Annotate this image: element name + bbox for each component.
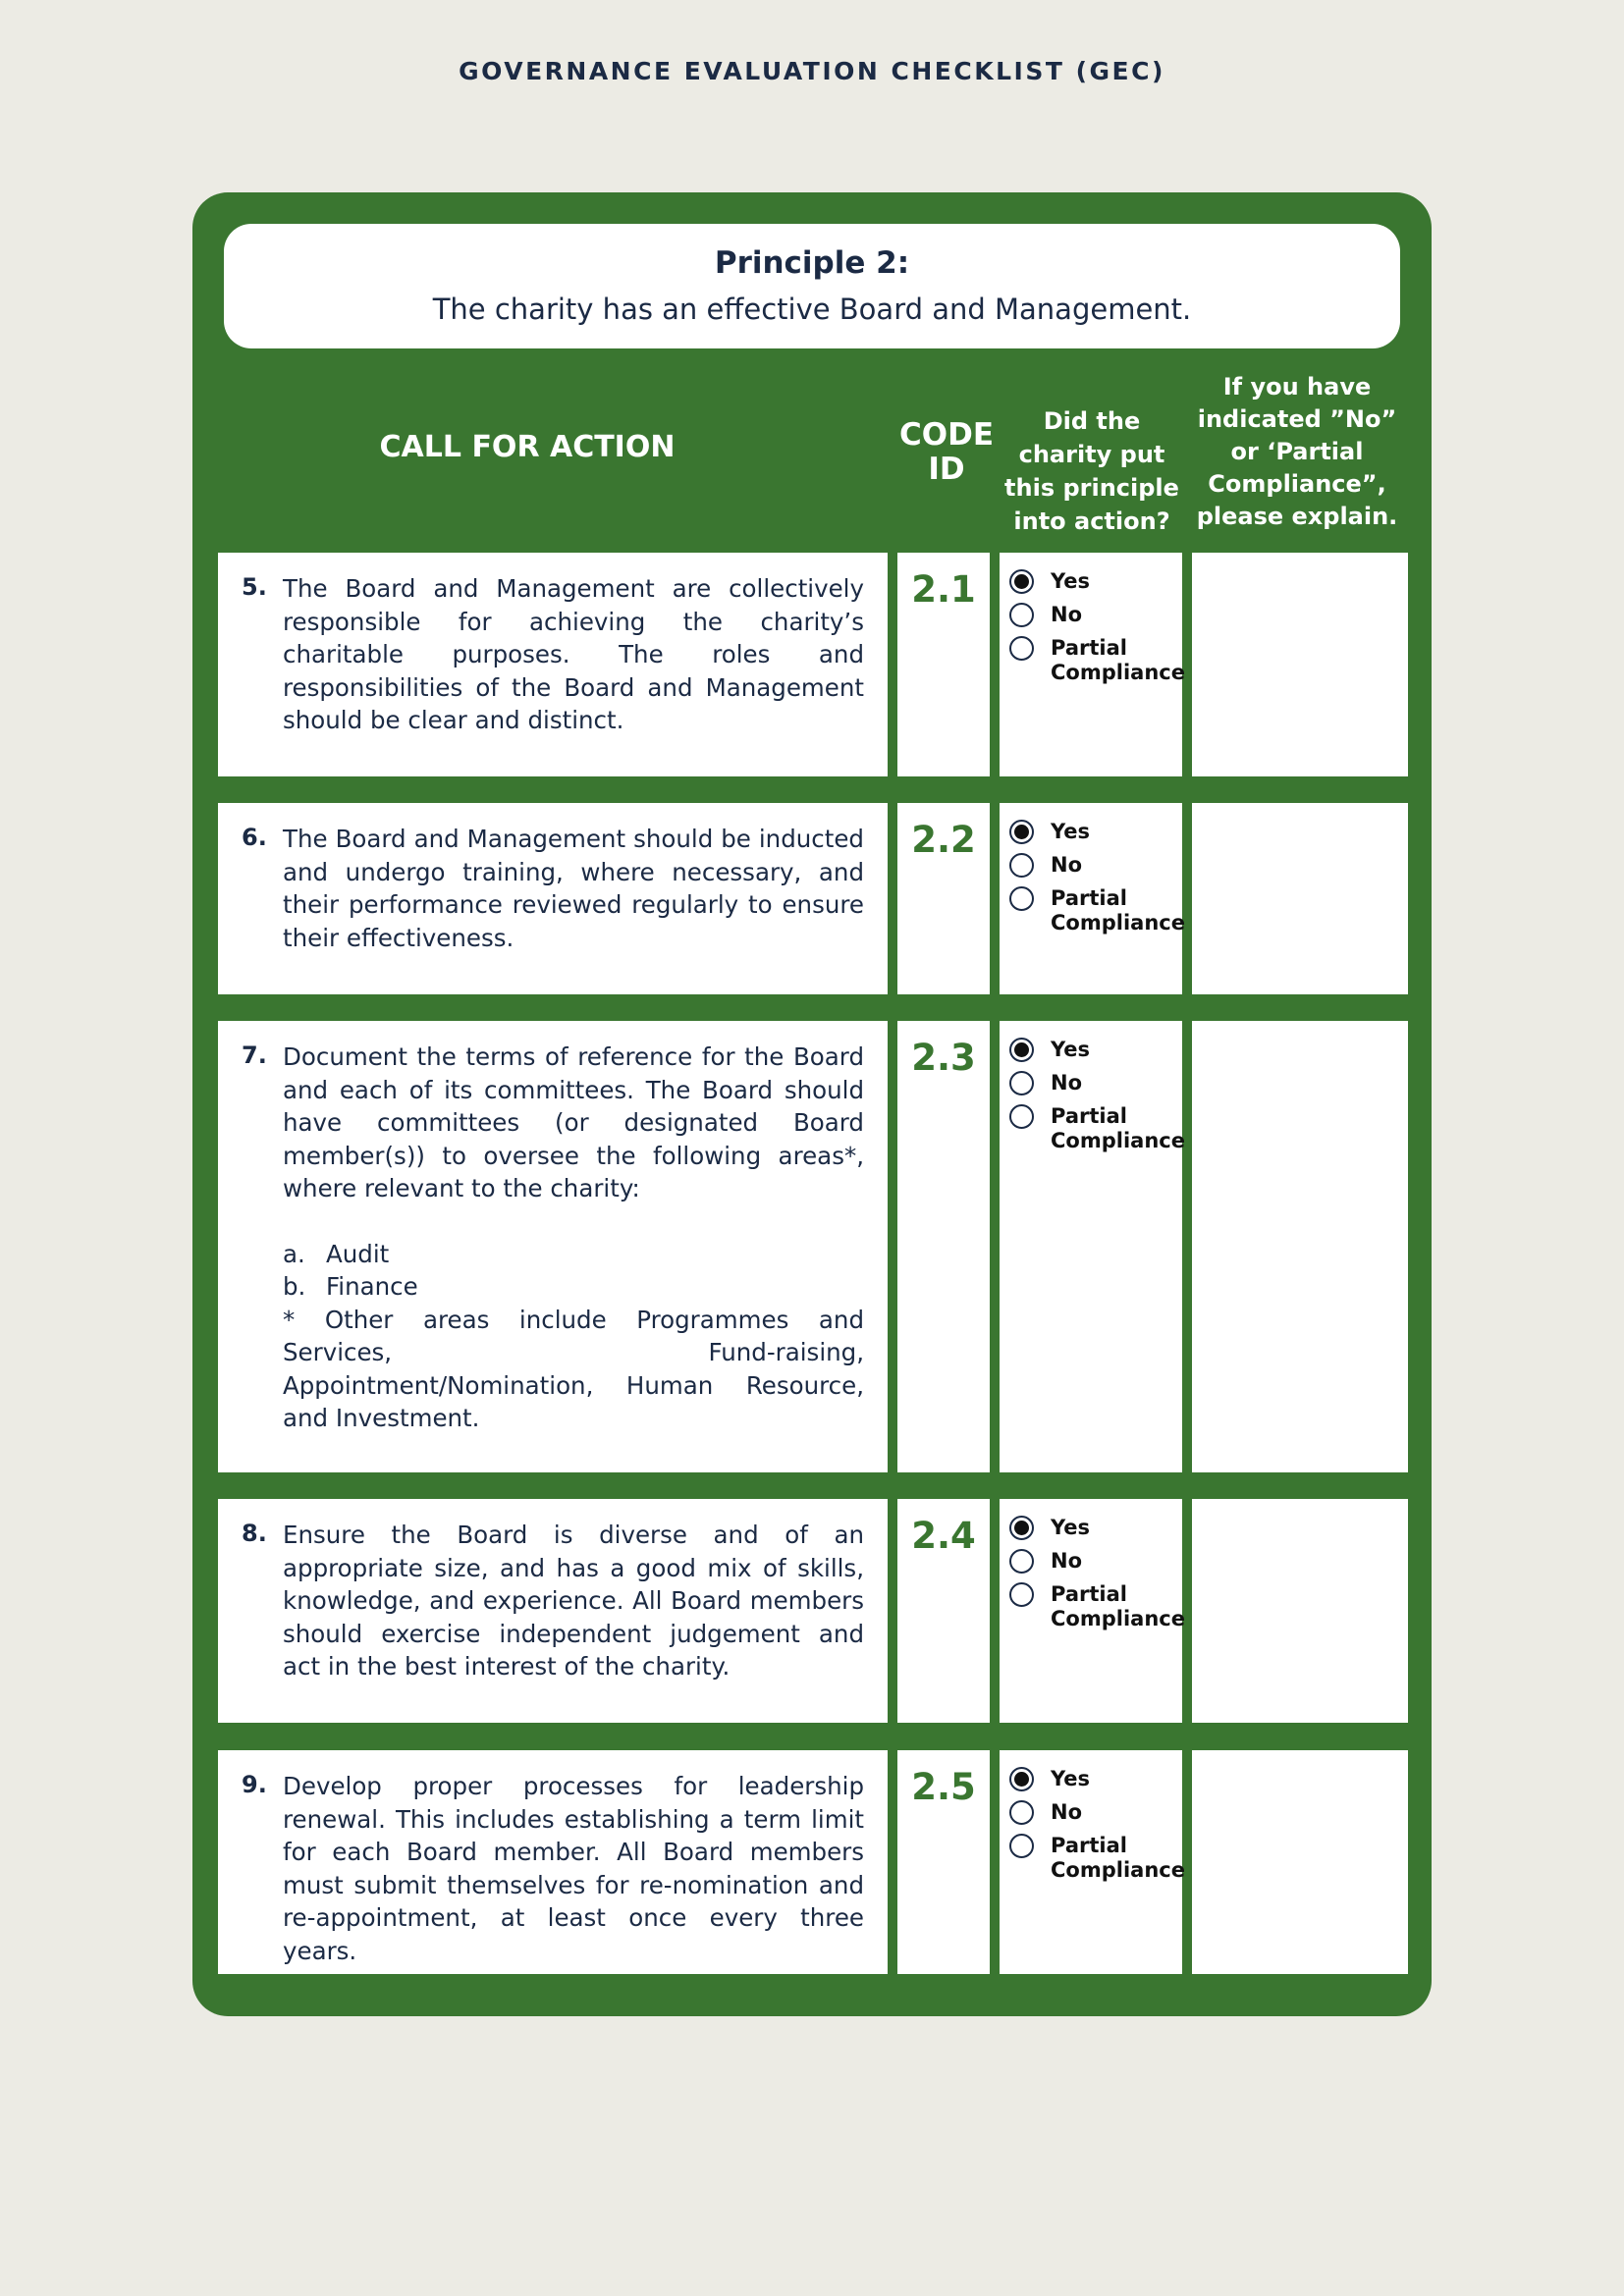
radio-partial-compliance[interactable] (1009, 1582, 1034, 1607)
list-item-text: Finance (326, 1272, 418, 1301)
item-number: 5. (242, 573, 267, 601)
radio-yes[interactable] (1009, 820, 1034, 844)
action-cell (218, 803, 888, 994)
column-header-explanation (1186, 371, 1408, 533)
committee-areas-list (283, 1238, 864, 1304)
compliance-cell (1000, 553, 1185, 776)
list-item (283, 1270, 864, 1304)
option-label: Yes (1051, 569, 1091, 593)
compliance-header-line: Did the (1043, 407, 1141, 435)
checklist-row-2-4 (218, 1499, 1408, 1723)
radio-partial-compliance[interactable] (1009, 1104, 1034, 1129)
radio-partial-compliance[interactable] (1009, 1834, 1034, 1858)
footnote: * Other areas include Programmes and Services, Fund-raising, Appointment/Nomination, Human Resource, and Investment. (283, 1305, 864, 1432)
option-label-line: Partial (1051, 1834, 1127, 1857)
option-label: Yes (1051, 820, 1091, 843)
radio-no[interactable] (1009, 1800, 1034, 1825)
checklist-row-2-3 (218, 1021, 1408, 1472)
action-text (283, 823, 864, 954)
list-item-text: Audit (326, 1239, 390, 1268)
option-label: Yes (1051, 1038, 1091, 1061)
option-label-line: Compliance (1051, 911, 1185, 934)
principle-statement: The charity has an effective Board and Management. (432, 293, 1192, 326)
explain-header-line: Compliance”, (1208, 470, 1386, 498)
compliance-header-line: this principle (1004, 474, 1179, 502)
code-id: 2.2 (911, 819, 976, 861)
checklist-row-2-2 (218, 803, 1408, 994)
code-id: 2.5 (911, 1766, 976, 1808)
explain-header-line: please explain. (1196, 503, 1398, 530)
explanation-field[interactable] (1192, 1021, 1408, 1472)
action-text (283, 572, 864, 737)
action-paragraph: Document the terms of reference for the Board and each of its committees. The Board should have committees (or designated Board member(s)) to oversee the following areas*, where relevant to the charity: (283, 1042, 864, 1202)
option-label-line: Partial (1051, 636, 1127, 660)
radio-yes[interactable] (1009, 1767, 1034, 1791)
radio-no[interactable] (1009, 1071, 1034, 1095)
compliance-cell (1000, 1021, 1185, 1472)
action-paragraph: The Board and Management are collectively responsible for achieving the charity’s charitable purposes. The roles and responsibilities of the Board and Management should be clear and distinct. (283, 574, 864, 734)
item-number: 9. (242, 1771, 267, 1798)
compliance-cell (1000, 803, 1185, 994)
explain-header-line: or ‘Partial (1230, 438, 1364, 465)
item-number: 7. (242, 1041, 267, 1069)
list-item (283, 1238, 864, 1271)
explain-header-line: If you have (1222, 373, 1372, 400)
checklist-row-2-5 (218, 1750, 1408, 1974)
action-paragraph: Ensure the Board is diverse and of an appropriate size, and has a good mix of skills, knowledge, and experience. All Board members should exercise independent judgement and act in the best interest of the charity. (283, 1521, 864, 1681)
action-cell (218, 1021, 888, 1472)
radio-yes[interactable] (1009, 1038, 1034, 1062)
explanation-field[interactable] (1192, 553, 1408, 776)
option-label-line: Partial (1051, 1582, 1127, 1606)
principle-card (192, 192, 1432, 2016)
radio-no[interactable] (1009, 853, 1034, 878)
option-label: No (1051, 603, 1083, 626)
option-label (1051, 1104, 1188, 1153)
code-id: 2.1 (911, 568, 976, 611)
action-cell (218, 1750, 888, 1974)
explanation-field[interactable] (1192, 803, 1408, 994)
code-cell (897, 1021, 990, 1472)
explain-header-line: indicated ”No” (1197, 405, 1397, 433)
option-label: Yes (1051, 1516, 1091, 1539)
principle-title: Principle 2: (714, 245, 910, 281)
radio-yes[interactable] (1009, 1516, 1034, 1540)
action-text (283, 1770, 864, 1967)
code-id: 2.3 (911, 1037, 976, 1079)
explanation-field[interactable] (1192, 1499, 1408, 1723)
option-label: No (1051, 1800, 1083, 1824)
item-number: 6. (242, 824, 267, 851)
radio-partial-compliance[interactable] (1009, 886, 1034, 911)
code-header-line: CODE (898, 417, 994, 453)
option-label-line: Compliance (1051, 1858, 1185, 1882)
code-header-line: ID (928, 452, 965, 487)
action-paragraph: The Board and Management should be inducted and undergo training, where necessary, and their performance reviewed regularly to ensure their effectiveness. (283, 825, 864, 952)
compliance-cell (1000, 1499, 1185, 1723)
code-id: 2.4 (911, 1515, 976, 1557)
option-label-line: Compliance (1051, 661, 1185, 684)
code-cell (897, 803, 990, 994)
option-label-line: Compliance (1051, 1607, 1185, 1630)
explanation-field[interactable] (1192, 1750, 1408, 1974)
radio-no[interactable] (1009, 603, 1034, 627)
column-header-compliance (998, 404, 1186, 538)
option-label (1051, 636, 1188, 685)
code-cell (897, 553, 990, 776)
column-header-action: CALL FOR ACTION (379, 430, 676, 464)
action-paragraph: Develop proper processes for leadership renewal. This includes establishing a term limit for each Board member. All Board members must submit themselves for re-nomination and re-appointment, at least once every three years. (283, 1772, 864, 1965)
compliance-cell (1000, 1750, 1185, 1974)
code-cell (897, 1499, 990, 1723)
option-label-line: Partial (1051, 1104, 1127, 1128)
code-cell (897, 1750, 990, 1974)
document-title: GOVERNANCE EVALUATION CHECKLIST (GEC) (459, 57, 1165, 85)
option-label-line: Compliance (1051, 1129, 1185, 1152)
list-item-letter: b. (283, 1272, 306, 1301)
option-label: No (1051, 1549, 1083, 1573)
option-label: No (1051, 853, 1083, 877)
option-label (1051, 1834, 1188, 1883)
action-cell (218, 1499, 888, 1723)
action-text (283, 1041, 864, 1435)
option-label: Yes (1051, 1767, 1091, 1790)
compliance-header-line: charity put (1018, 441, 1165, 468)
action-cell (218, 553, 888, 776)
compliance-header-line: into action? (1013, 507, 1170, 535)
option-label (1051, 886, 1188, 935)
radio-partial-compliance[interactable] (1009, 636, 1034, 661)
checklist-row-2-1 (218, 553, 1408, 776)
column-header-code-id (895, 418, 998, 487)
option-label (1051, 1582, 1188, 1631)
action-text (283, 1519, 864, 1683)
radio-no[interactable] (1009, 1549, 1034, 1574)
option-label-line: Partial (1051, 886, 1127, 910)
item-number: 8. (242, 1520, 267, 1547)
option-label: No (1051, 1071, 1083, 1095)
principle-header (224, 224, 1400, 348)
radio-yes[interactable] (1009, 569, 1034, 594)
list-item-letter: a. (283, 1239, 305, 1268)
